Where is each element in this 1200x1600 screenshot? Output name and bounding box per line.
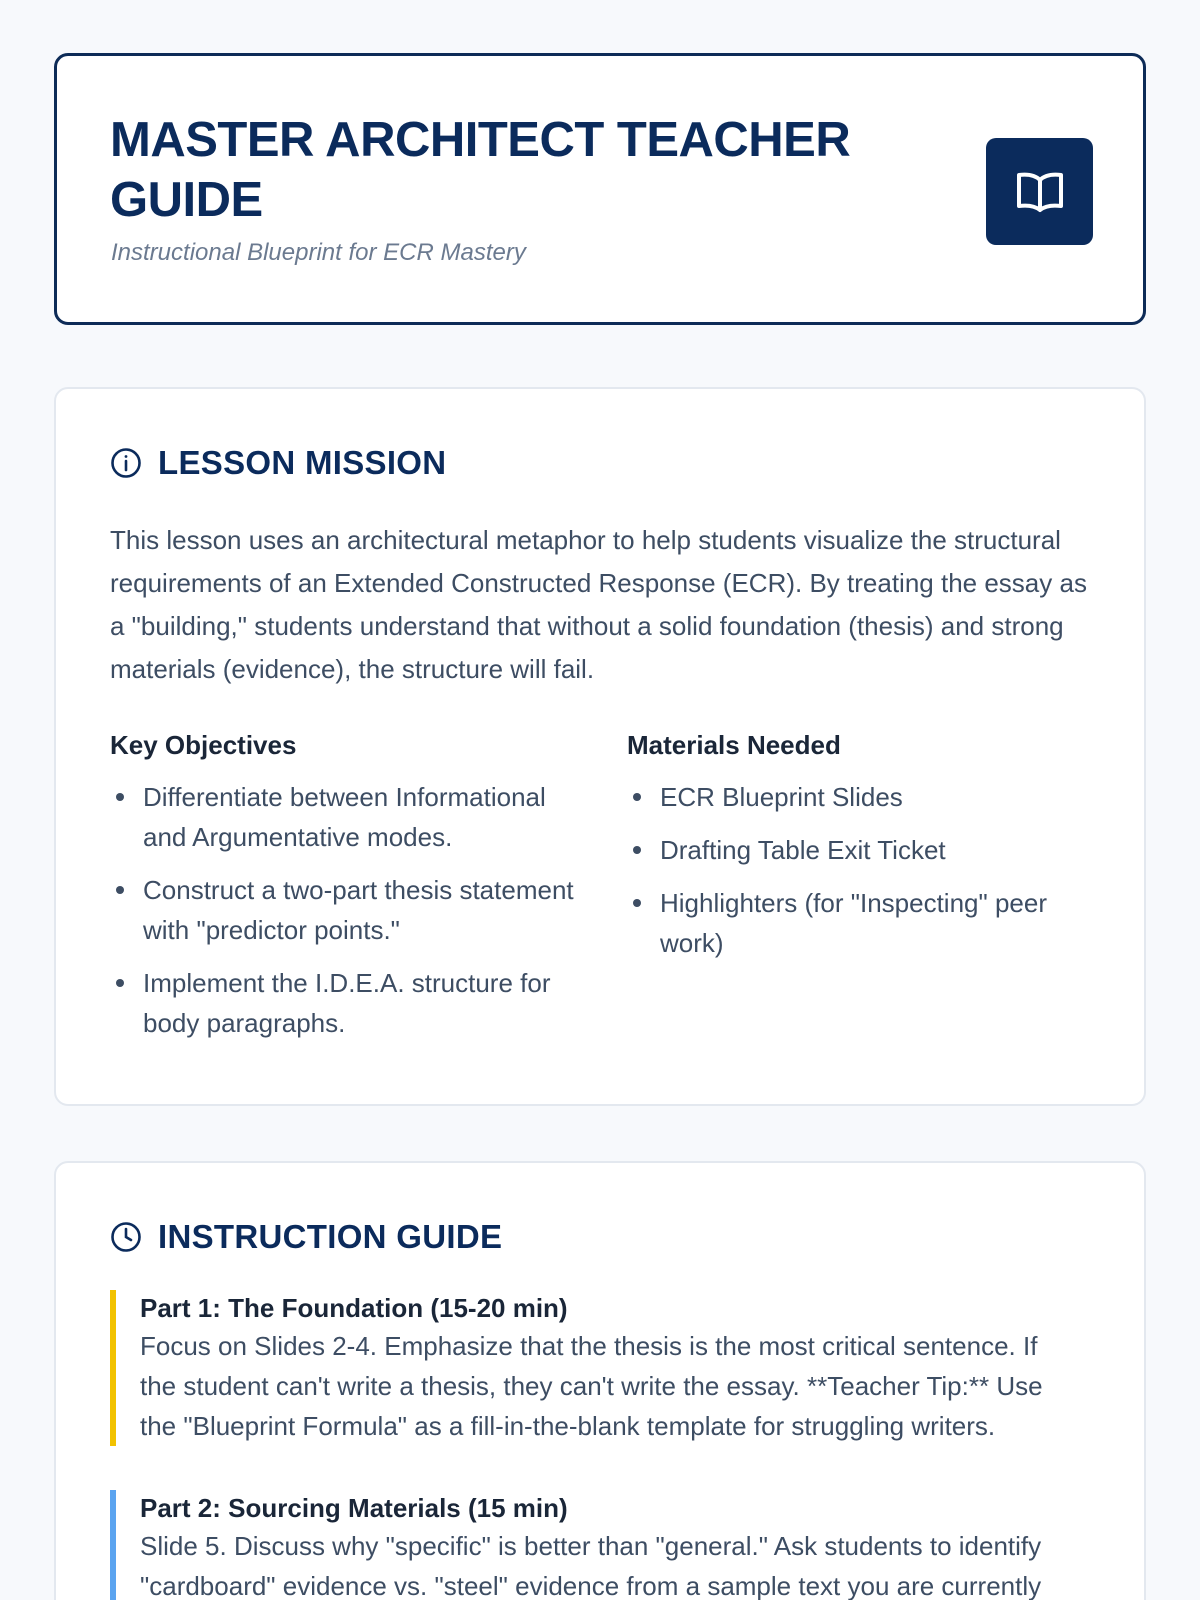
book-open-icon	[986, 138, 1093, 245]
instruction-guide-card	[54, 1161, 1146, 1600]
lesson-mission-heading: LESSON MISSION	[158, 444, 447, 481]
part-1-accent-bar	[110, 1290, 116, 1446]
instruction-guide-heading: INSTRUCTION GUIDE	[158, 1218, 503, 1255]
materials-needed-list	[627, 777, 1087, 963]
list-item: Implement the I.D.E.A. structure for body paragraphs.	[110, 963, 580, 1043]
part-1-title: Part 1: The Foundation (15-20 min)	[140, 1293, 568, 1323]
list-item: ECR Blueprint Slides	[627, 777, 1087, 817]
part-2-title: Part 2: Sourcing Materials (15 min)	[140, 1493, 568, 1523]
lesson-mission-card	[54, 387, 1146, 1106]
part-2-accent-bar	[110, 1490, 116, 1600]
key-objectives-heading: Key Objectives	[110, 730, 297, 760]
info-circle-icon	[110, 447, 142, 479]
key-objectives-list	[110, 777, 580, 1043]
lesson-mission-body: This lesson uses an architectural metaphor to help students visualize the structural requirements of an Extended Constructed Response (ECR). By treating the essay as a "building," students understand that without a solid foundation (thesis) and strong materials (evidence), the structure will fail.	[110, 525, 1087, 684]
page-title: MASTER ARCHITECT TEACHER GUIDE	[110, 113, 851, 227]
list-item: Drafting Table Exit Ticket	[627, 830, 1087, 870]
materials-needed-heading: Materials Needed	[627, 730, 841, 760]
instruction-part-1	[110, 1290, 1070, 1446]
clock-icon	[110, 1221, 142, 1253]
instruction-guide-header	[110, 1218, 502, 1256]
instruction-part-2	[110, 1490, 1070, 1600]
list-item: Highlighters (for "Inspecting" peer work)	[627, 883, 1087, 963]
materials-needed	[627, 729, 1087, 976]
page-subtitle: Instructional Blueprint for ECR Mastery	[111, 239, 526, 266]
list-item: Construct a two-part thesis statement with "predictor points."	[110, 870, 580, 950]
part-2-text: Slide 5. Discuss why "specific" is better than "general." Ask students to identify "cardboard" evidence vs. "steel" evidence from a sample text you are currently	[140, 1531, 1042, 1600]
lesson-mission-header	[110, 444, 446, 482]
header-card	[54, 53, 1146, 325]
list-item: Differentiate between Informational and Argumentative modes.	[110, 777, 580, 857]
part-1-text: Focus on Slides 2-4. Emphasize that the thesis is the most critical sentence. If the student can't write a thesis, they can't write the essay. **Teacher Tip:** Use the "Blueprint Formula" as a fill-in-the-blank template for struggling writers.	[140, 1331, 1043, 1441]
key-objectives	[110, 729, 580, 1056]
